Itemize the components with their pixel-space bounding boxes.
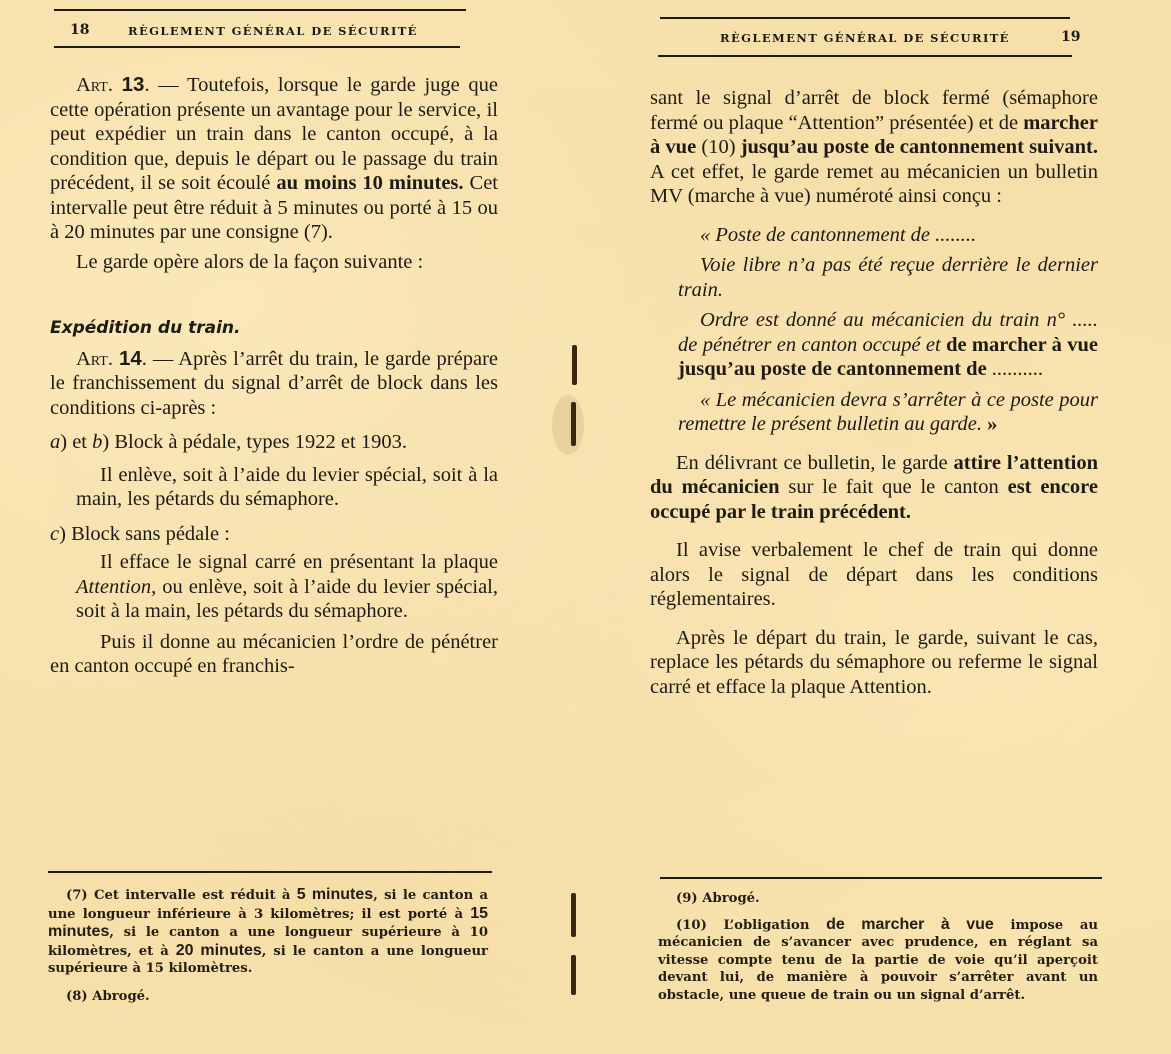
footnote-8: (8) Abrogé.: [66, 988, 150, 1004]
fn7-bold-2: 15 minutes: [48, 904, 488, 940]
footnote-7: [48, 886, 488, 978]
article-label: Art.: [76, 347, 113, 370]
article-13: [50, 73, 498, 245]
bulletin-line-4: [678, 388, 1098, 437]
item-marker-c: c: [50, 522, 60, 545]
bulletin-template: [650, 223, 1098, 437]
paragraph-garde: Le garde opère alors de la façon suivante :: [76, 250, 424, 273]
paragraph-puis: Puis il donne au mécanicien l’ordre de pénétrer en canton occupé en franchis-: [50, 630, 498, 677]
item-ab-body: Il enlève, soit à l’aide du levier spécial, soit à la main, les pétards du sémaphore.: [76, 463, 498, 510]
fn10-text: (10) L’obligation: [676, 917, 827, 933]
fn7-bold-3: 20 minutes: [175, 941, 262, 959]
article-14-text: Après l’arrêt du train, le garde prépare le franchissement du signal d’arrêt de block dans les conditions ci-après :: [50, 347, 498, 419]
article-label: Art.: [76, 74, 113, 96]
footnote-10: [658, 916, 1098, 1005]
bulletin-line-2-text: Voie libre n’a pas été reçue derrière le dernier train.: [678, 254, 1098, 301]
left-page: [0, 0, 560, 1054]
item-c-body-text-2: , ou enlève, soit à l’aide du levier spécial, soit à la main, les pétards du sémaphore.: [76, 575, 498, 622]
header-top-rule: [660, 17, 1070, 19]
staple-top-lower: [571, 402, 576, 446]
bulletin-line-4-text: « Le mécanicien devra s’arrêter à ce poste pour remettre le présent bulletin au garde.: [678, 388, 1098, 435]
header-bottom-rule: [658, 55, 1072, 57]
bulletin-line-3: [678, 308, 1098, 382]
footnote-rule: [48, 871, 492, 873]
continuation-text-3: A cet effet, le garde remet au mécanicien un bulletin MV (marche à vue) numéroté ainsi conçu :: [650, 160, 1098, 207]
article-number: 13: [121, 73, 145, 96]
bulletin-line-1-text: « Poste de cantonnement de ........: [700, 223, 977, 246]
item-marker-b: b: [92, 431, 103, 453]
delivrant-bold-1: attire l’attention du mécanicien: [650, 451, 1098, 498]
fn10-text-2: impose au mécanicien de s’avancer avec prudence, en réglant sa vitesse compte tenu de la partie de voie qu’il aperçoit devant lui, de manière à pouvoir s’arrêter avant un obstacle, une queue de train ou un signal d’arrêt.: [658, 917, 1098, 1003]
article-13-text: Toutefois, lorsque le garde juge que cette opération présente un avantage pour le service, il peut expédier un train dans le canton occupé, à la condition que, depuis le départ ou le passage du train précédent, il se soit écoulé: [50, 74, 498, 194]
list-item-c: [50, 522, 498, 547]
fn7-text: (7) Cet intervalle est réduit à: [66, 888, 297, 903]
header-top-rule: [54, 9, 466, 11]
fn7-text-4: , si le canton a une longueur supérieure à 15 kilomètres.: [48, 943, 488, 976]
item-close: ): [102, 431, 110, 453]
header-bottom-rule: [54, 46, 460, 48]
paragraph-delivrant: [650, 451, 1098, 525]
stain-mark: [552, 395, 584, 455]
item-marker-a: a: [50, 431, 61, 453]
item-conj: ) et: [60, 431, 93, 453]
delivrant-bold-2: est encore occupé par le train précédent.: [650, 476, 1099, 523]
item-c-body-text: Il efface le signal carré en présentant la plaque: [100, 551, 498, 573]
running-head: RÈGLEMENT GÉNÉRAL DE SÉCURITÉ: [128, 24, 418, 38]
article-number: 14: [118, 346, 142, 370]
fn7-text-2: , si le canton a une longueur inférieure à 3 kilomètres; il est porté à: [48, 888, 488, 922]
page-number: 19: [1061, 29, 1081, 45]
article-dash: . —: [141, 347, 179, 370]
article-13-bold: au moins 10 minutes.: [276, 172, 464, 194]
footnote-rule: [660, 877, 1102, 879]
bulletin-close-quote: »: [982, 413, 998, 435]
item-ab-text: Block à pédale, types 1922 et 1903.: [109, 431, 407, 453]
attention-italic: Attention: [76, 575, 152, 598]
footnote-9: (9) Abrogé.: [676, 891, 760, 906]
article-dash: . —: [144, 74, 187, 96]
bulletin-line-3-dots: ..........: [986, 358, 1044, 380]
left-footnotes: [48, 886, 488, 1005]
continuation-text-2: (10): [696, 136, 741, 158]
fn7-text-3: , si le canton a une longueur supérieure à 10 kilomètres, et à: [48, 925, 488, 959]
delivrant-text: En délivrant ce bulletin, le garde: [676, 451, 954, 474]
fn7-bold-1: 5 minutes: [296, 886, 374, 903]
item-c-body: [50, 550, 498, 624]
bulletin-line-2: [678, 253, 1098, 302]
article-13-text-2: Cet intervalle peut être réduit à 5 minutes ou porté à 15 ou à 20 minutes par une consigne (7).: [50, 172, 498, 243]
paragraph-apres: Après le départ du train, le garde, suivant le cas, replace les pétards du sémaphore ou referme le signal carré et efface la plaque Attention.: [650, 626, 1098, 698]
continuation-bold-2: jusqu’au poste de cantonnement suivant.: [740, 136, 1099, 158]
left-body: [50, 73, 498, 679]
right-page: [610, 0, 1171, 1054]
continuation-text: sant le signal d’arrêt de block fermé (sémaphore fermé ou plaque “Attention” présentée) et de: [650, 87, 1098, 134]
bulletin-line-3-italic: Ordre est donné au mécanicien du train n° ..... de pénétrer en canton occupé et: [678, 309, 1098, 356]
running-head: RÈGLEMENT GÉNÉRAL DE SÉCURITÉ: [720, 31, 1010, 45]
right-body: [650, 86, 1098, 699]
staple-top-upper: [572, 345, 577, 385]
staple-bottom-upper: [571, 893, 576, 937]
staple-bottom-lower: [571, 955, 576, 995]
delivrant-text-2: sur le fait que le canton: [779, 476, 1008, 498]
list-item-ab: [50, 430, 498, 455]
continuation-bold-1: marcher à vue: [650, 111, 1098, 158]
fn10-bold: de marcher à vue: [826, 915, 994, 933]
page-number: 18: [70, 22, 90, 38]
paragraph-avise: Il avise verbalement le chef de train qui donne alors le signal de départ dans les conditions réglementaires.: [650, 539, 1098, 610]
item-c-text: Block sans pédale :: [65, 522, 230, 545]
article-14: [50, 347, 498, 421]
right-footnotes: [658, 890, 1098, 1004]
section-heading: Expédition du train.: [50, 318, 241, 338]
continuation-paragraph: [650, 86, 1098, 209]
item-close: ): [59, 522, 66, 545]
bulletin-line-3-bold: de marcher à vue jusqu’au poste de cantonnement de: [678, 333, 1098, 380]
bulletin-line-1: [678, 223, 1098, 248]
